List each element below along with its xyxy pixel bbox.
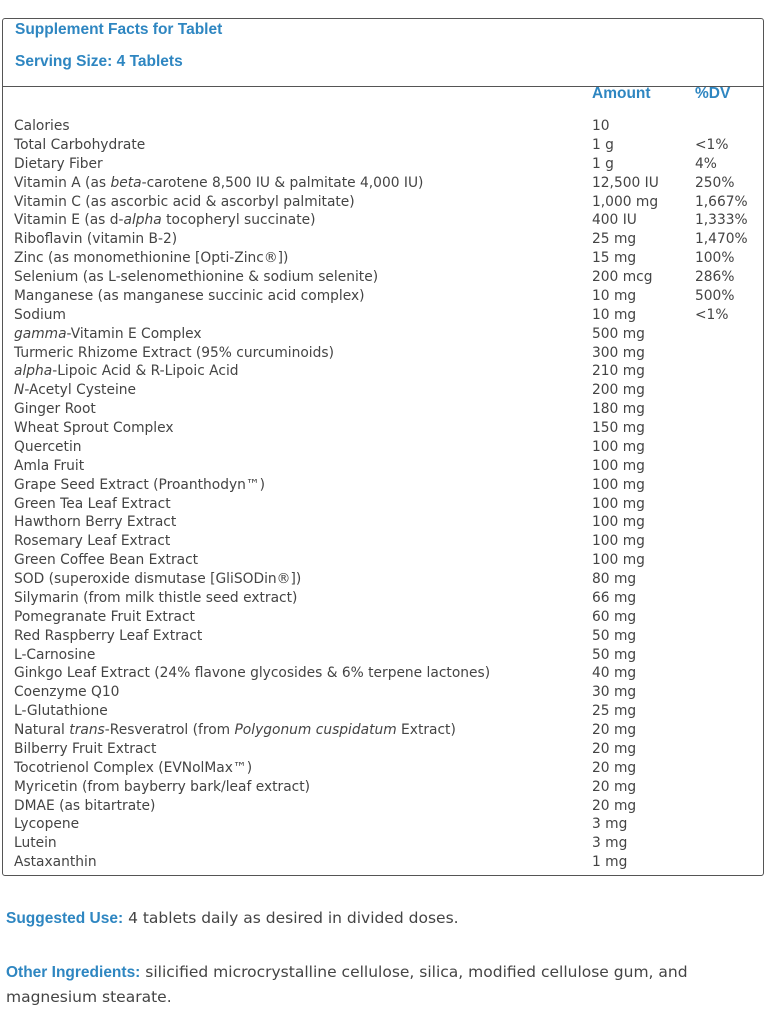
nutrient-name: Rosemary Leaf Extract [14, 533, 171, 550]
nutrient-name: Selenium (as L-selenomethionine & sodium selenite) [14, 269, 379, 285]
nutrient-amount: 500 mg [592, 325, 645, 342]
nutrient-name: Lutein [14, 835, 57, 852]
nutrient-amount: 200 mg [592, 382, 645, 399]
nutrient-name: Manganese (as manganese succinic acid complex) [14, 287, 365, 304]
nutrient-row [3, 778, 763, 797]
nutrient-name: Vitamin A (as beta-carotene 8,500 IU & palmitate 4,000 IU) [14, 174, 424, 191]
nutrient-row [3, 400, 763, 419]
nutrient-amount: 40 mg [592, 665, 637, 682]
nutrient-amount: 1 mg [592, 854, 628, 871]
nutrient-dv: 1,667% [695, 193, 748, 210]
nutrient-amount: 20 mg [592, 797, 637, 814]
nutrient-row [3, 438, 763, 457]
nutrient-name: Vitamin C (as ascorbic acid & ascorbyl palmitate) [14, 193, 355, 210]
nutrient-amount: 12,500 IU [592, 174, 659, 191]
nutrient-amount: 100 mg [592, 552, 645, 569]
nutrient-row [3, 457, 763, 476]
nutrient-row [3, 815, 763, 834]
nutrient-row [3, 211, 763, 230]
nutrient-name: Amla Fruit [14, 457, 85, 474]
nutrient-amount: 1,000 mg [592, 193, 659, 210]
nutrient-amount: 25 mg [592, 703, 637, 720]
nutrient-name: Lycopene [14, 816, 80, 833]
nutrient-amount: 20 mg [592, 759, 637, 776]
nutrient-name: L-Carnosine [14, 646, 96, 663]
nutrient-amount: 20 mg [592, 740, 637, 757]
nutrient-row [3, 230, 763, 249]
nutrient-amount: 50 mg [592, 646, 637, 663]
suggested-use-text: 4 tablets daily as desired in divided doses. [123, 909, 459, 927]
nutrient-name: Quercetin [14, 438, 82, 455]
facts-header [3, 19, 763, 87]
nutrient-dv: 500% [695, 287, 735, 304]
nutrient-row [3, 268, 763, 287]
nutrient-row [3, 513, 763, 532]
nutrient-dv: 100% [695, 250, 735, 267]
nutrient-row [3, 325, 763, 344]
nutrient-dv: <1% [695, 136, 729, 153]
nutrient-row [3, 117, 763, 136]
nutrient-amount: 100 mg [592, 457, 645, 474]
nutrient-name: Myricetin (from bayberry bark/leaf extract) [14, 778, 311, 795]
nutrient-dv: 4% [695, 155, 717, 172]
nutrient-name: Pomegranate Fruit Extract [14, 608, 195, 625]
nutrient-name: Wheat Sprout Complex [14, 420, 174, 436]
nutrient-name: Turmeric Rhizome Extract (95% curcuminoids) [14, 344, 334, 361]
nutrient-name: Tocotrienol Complex (EVNolMax™) [14, 759, 253, 776]
nutrient-name: alpha-Lipoic Acid & R-Lipoic Acid [14, 363, 239, 380]
nutrient-row [3, 136, 763, 155]
nutrient-row [3, 664, 763, 683]
nutrient-amount: 3 mg [592, 816, 628, 833]
nutrient-row [3, 721, 763, 740]
nutrient-row [3, 155, 763, 174]
nutrient-amount: 200 mcg [592, 269, 653, 285]
nutrient-dv: 286% [695, 269, 735, 285]
nutrient-name: Bilberry Fruit Extract [14, 740, 157, 757]
nutrient-row [3, 306, 763, 325]
nutrient-amount: 400 IU [592, 212, 637, 229]
nutrient-row [3, 362, 763, 381]
nutrient-name: Riboflavin (vitamin B-2) [14, 231, 178, 248]
nutrient-name: L-Glutathione [14, 703, 108, 720]
nutrient-amount: 210 mg [592, 363, 645, 380]
suggested-use-label: Suggested Use: [6, 910, 124, 927]
nutrient-row [3, 702, 763, 721]
nutrient-row [3, 249, 763, 268]
nutrient-amount: 50 mg [592, 627, 637, 644]
nutrient-amount: 15 mg [592, 250, 637, 267]
nutrient-dv: 1,470% [695, 231, 748, 248]
nutrient-row [3, 495, 763, 514]
nutrient-dv: 1,333% [695, 212, 748, 229]
panel-title: Supplement Facts for Tablet [15, 21, 223, 38]
nutrient-name: Sodium [14, 306, 66, 323]
nutrient-amount: 300 mg [592, 344, 645, 361]
nutrient-row [3, 797, 763, 816]
nutrient-dv: <1% [695, 306, 729, 323]
nutrient-name: Green Coffee Bean Extract [14, 552, 199, 569]
nutrient-row [3, 193, 763, 212]
nutrient-amount: 66 mg [592, 589, 637, 606]
nutrient-row [3, 740, 763, 759]
nutrient-name: SOD (superoxide dismutase [GliSODin®]) [14, 571, 302, 587]
nutrient-amount: 60 mg [592, 608, 637, 625]
nutrient-row [3, 683, 763, 702]
nutrient-name: Total Carbohydrate [14, 136, 146, 153]
nutrient-row [3, 759, 763, 778]
nutrient-row [3, 344, 763, 363]
nutrient-amount: 100 mg [592, 438, 645, 455]
nutrient-amount: 150 mg [592, 420, 645, 436]
nutrient-row [3, 287, 763, 306]
nutrient-name: Natural trans-Resveratrol (from Polygonum cuspidatum Extract) [14, 722, 456, 738]
nutrient-list [3, 117, 763, 872]
nutrient-amount: 10 mg [592, 287, 637, 304]
nutrient-row [3, 627, 763, 646]
nutrient-row [3, 532, 763, 551]
nutrient-row [3, 608, 763, 627]
nutrient-row [3, 570, 763, 589]
nutrient-row [3, 853, 763, 872]
nutrient-name: gamma-Vitamin E Complex [14, 325, 202, 342]
nutrient-row [3, 419, 763, 438]
nutrient-row [3, 381, 763, 400]
nutrient-name: Zinc (as monomethionine [Opti-Zinc®]) [14, 250, 289, 267]
column-header-dv: %DV [695, 85, 731, 102]
nutrient-name: Hawthorn Berry Extract [14, 514, 177, 531]
nutrient-amount: 100 mg [592, 514, 645, 531]
nutrient-name: Astaxanthin [14, 854, 97, 871]
nutrient-amount: 100 mg [592, 476, 645, 493]
nutrient-name: Ginkgo Leaf Extract (24% flavone glycosides & 6% terpene lactones) [14, 665, 491, 682]
nutrient-amount: 20 mg [592, 778, 637, 795]
nutrient-name: N-Acetyl Cysteine [14, 382, 137, 399]
nutrient-name: DMAE (as bitartrate) [14, 797, 156, 814]
nutrient-amount: 25 mg [592, 231, 637, 248]
nutrient-amount: 10 mg [592, 306, 637, 323]
nutrient-name: Calories [14, 118, 70, 134]
serving-size: Serving Size: 4 Tablets [15, 53, 183, 70]
nutrient-amount: 3 mg [592, 835, 628, 852]
nutrient-name: Silymarin (from milk thistle seed extract) [14, 589, 298, 606]
other-ingredients-text: silicified microcrystalline cellulose, silica, modified cellulose gum, and magnesium stearate. [6, 963, 688, 1006]
other-ingredients [6, 960, 764, 1009]
nutrient-amount: 180 mg [592, 401, 645, 418]
nutrient-amount: 1 g [592, 155, 614, 172]
nutrient-name: Vitamin E (as d-alpha tocopheryl succinate) [14, 212, 316, 229]
nutrient-name: Dietary Fiber [14, 155, 103, 172]
nutrient-amount: 30 mg [592, 684, 637, 701]
nutrient-row [3, 174, 763, 193]
nutrient-row [3, 476, 763, 495]
nutrient-row [3, 646, 763, 665]
supplement-facts-panel [2, 18, 764, 876]
nutrient-name: Grape Seed Extract (Proanthodyn™) [14, 476, 266, 493]
nutrient-row [3, 551, 763, 570]
column-header-amount: Amount [592, 85, 651, 102]
other-ingredients-label: Other Ingredients: [6, 964, 141, 981]
nutrient-amount: 80 mg [592, 571, 637, 587]
nutrient-name: Coenzyme Q10 [14, 684, 120, 701]
suggested-use [6, 907, 764, 930]
nutrient-row [3, 589, 763, 608]
nutrient-row [3, 834, 763, 853]
nutrient-name: Green Tea Leaf Extract [14, 495, 171, 512]
nutrient-amount: 10 [592, 118, 610, 134]
nutrient-name: Red Raspberry Leaf Extract [14, 627, 203, 644]
nutrient-amount: 100 mg [592, 533, 645, 550]
nutrient-dv: 250% [695, 174, 735, 191]
nutrient-amount: 1 g [592, 136, 614, 153]
nutrient-name: Ginger Root [14, 401, 96, 418]
nutrient-amount: 100 mg [592, 495, 645, 512]
nutrient-amount: 20 mg [592, 722, 637, 738]
